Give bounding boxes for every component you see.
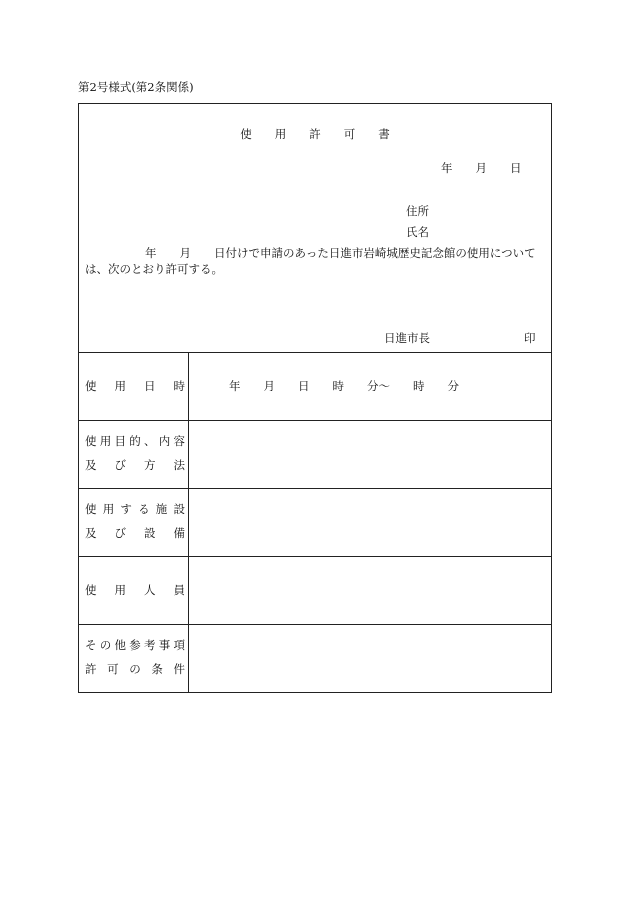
permit-statement: 日付けで申請のあった日進市岩崎城歴史記念館の使用については、次のとおり許可する。 xyxy=(85,246,536,276)
label-cell xyxy=(79,489,189,556)
mayor-label: 日進市長 xyxy=(384,331,430,345)
seal-label: 印 xyxy=(524,331,536,345)
label-cell xyxy=(79,625,189,692)
permit-body-text xyxy=(85,245,547,277)
label-cell xyxy=(79,353,189,420)
facility-value[interactable] xyxy=(189,489,551,556)
equipment-label: 及び設備 xyxy=(85,526,185,540)
attendees-value[interactable] xyxy=(189,557,551,624)
permit-conditions-label: 許可の条件 xyxy=(85,662,185,676)
usage-datetime-value[interactable] xyxy=(189,353,551,420)
table-row xyxy=(79,421,551,489)
permit-form xyxy=(78,103,552,693)
label-cell xyxy=(79,557,189,624)
usage-datetime-text: 年 月 日 時 分～ 時 分 xyxy=(229,379,459,393)
application-date: 年 月 xyxy=(145,246,214,260)
table-row xyxy=(79,353,551,421)
usage-purpose-value[interactable] xyxy=(189,421,551,488)
table-row xyxy=(79,625,551,692)
usage-purpose-label: 使用目的、内容 xyxy=(85,434,185,448)
table-row xyxy=(79,557,551,625)
permit-header xyxy=(79,104,551,353)
form-number: 第2号様式(第2条関係) xyxy=(78,80,194,94)
reference-items-label: その他参考事項 xyxy=(85,638,185,652)
usage-datetime-label: 使用日時 xyxy=(85,379,185,393)
document-title: 使 用 許 可 書 xyxy=(240,127,390,141)
table-row xyxy=(79,489,551,557)
usage-method-label: 及び方法 xyxy=(85,458,185,472)
permit-details-table xyxy=(79,353,551,692)
name-label: 氏名 xyxy=(406,225,429,239)
address-label: 住所 xyxy=(406,204,429,218)
attendees-label: 使用人員 xyxy=(85,583,185,597)
reference-items-value[interactable] xyxy=(189,625,551,692)
facility-label: 使用する施設 xyxy=(85,502,185,516)
label-cell xyxy=(79,421,189,488)
issue-date: 年 月 日 xyxy=(441,161,522,175)
